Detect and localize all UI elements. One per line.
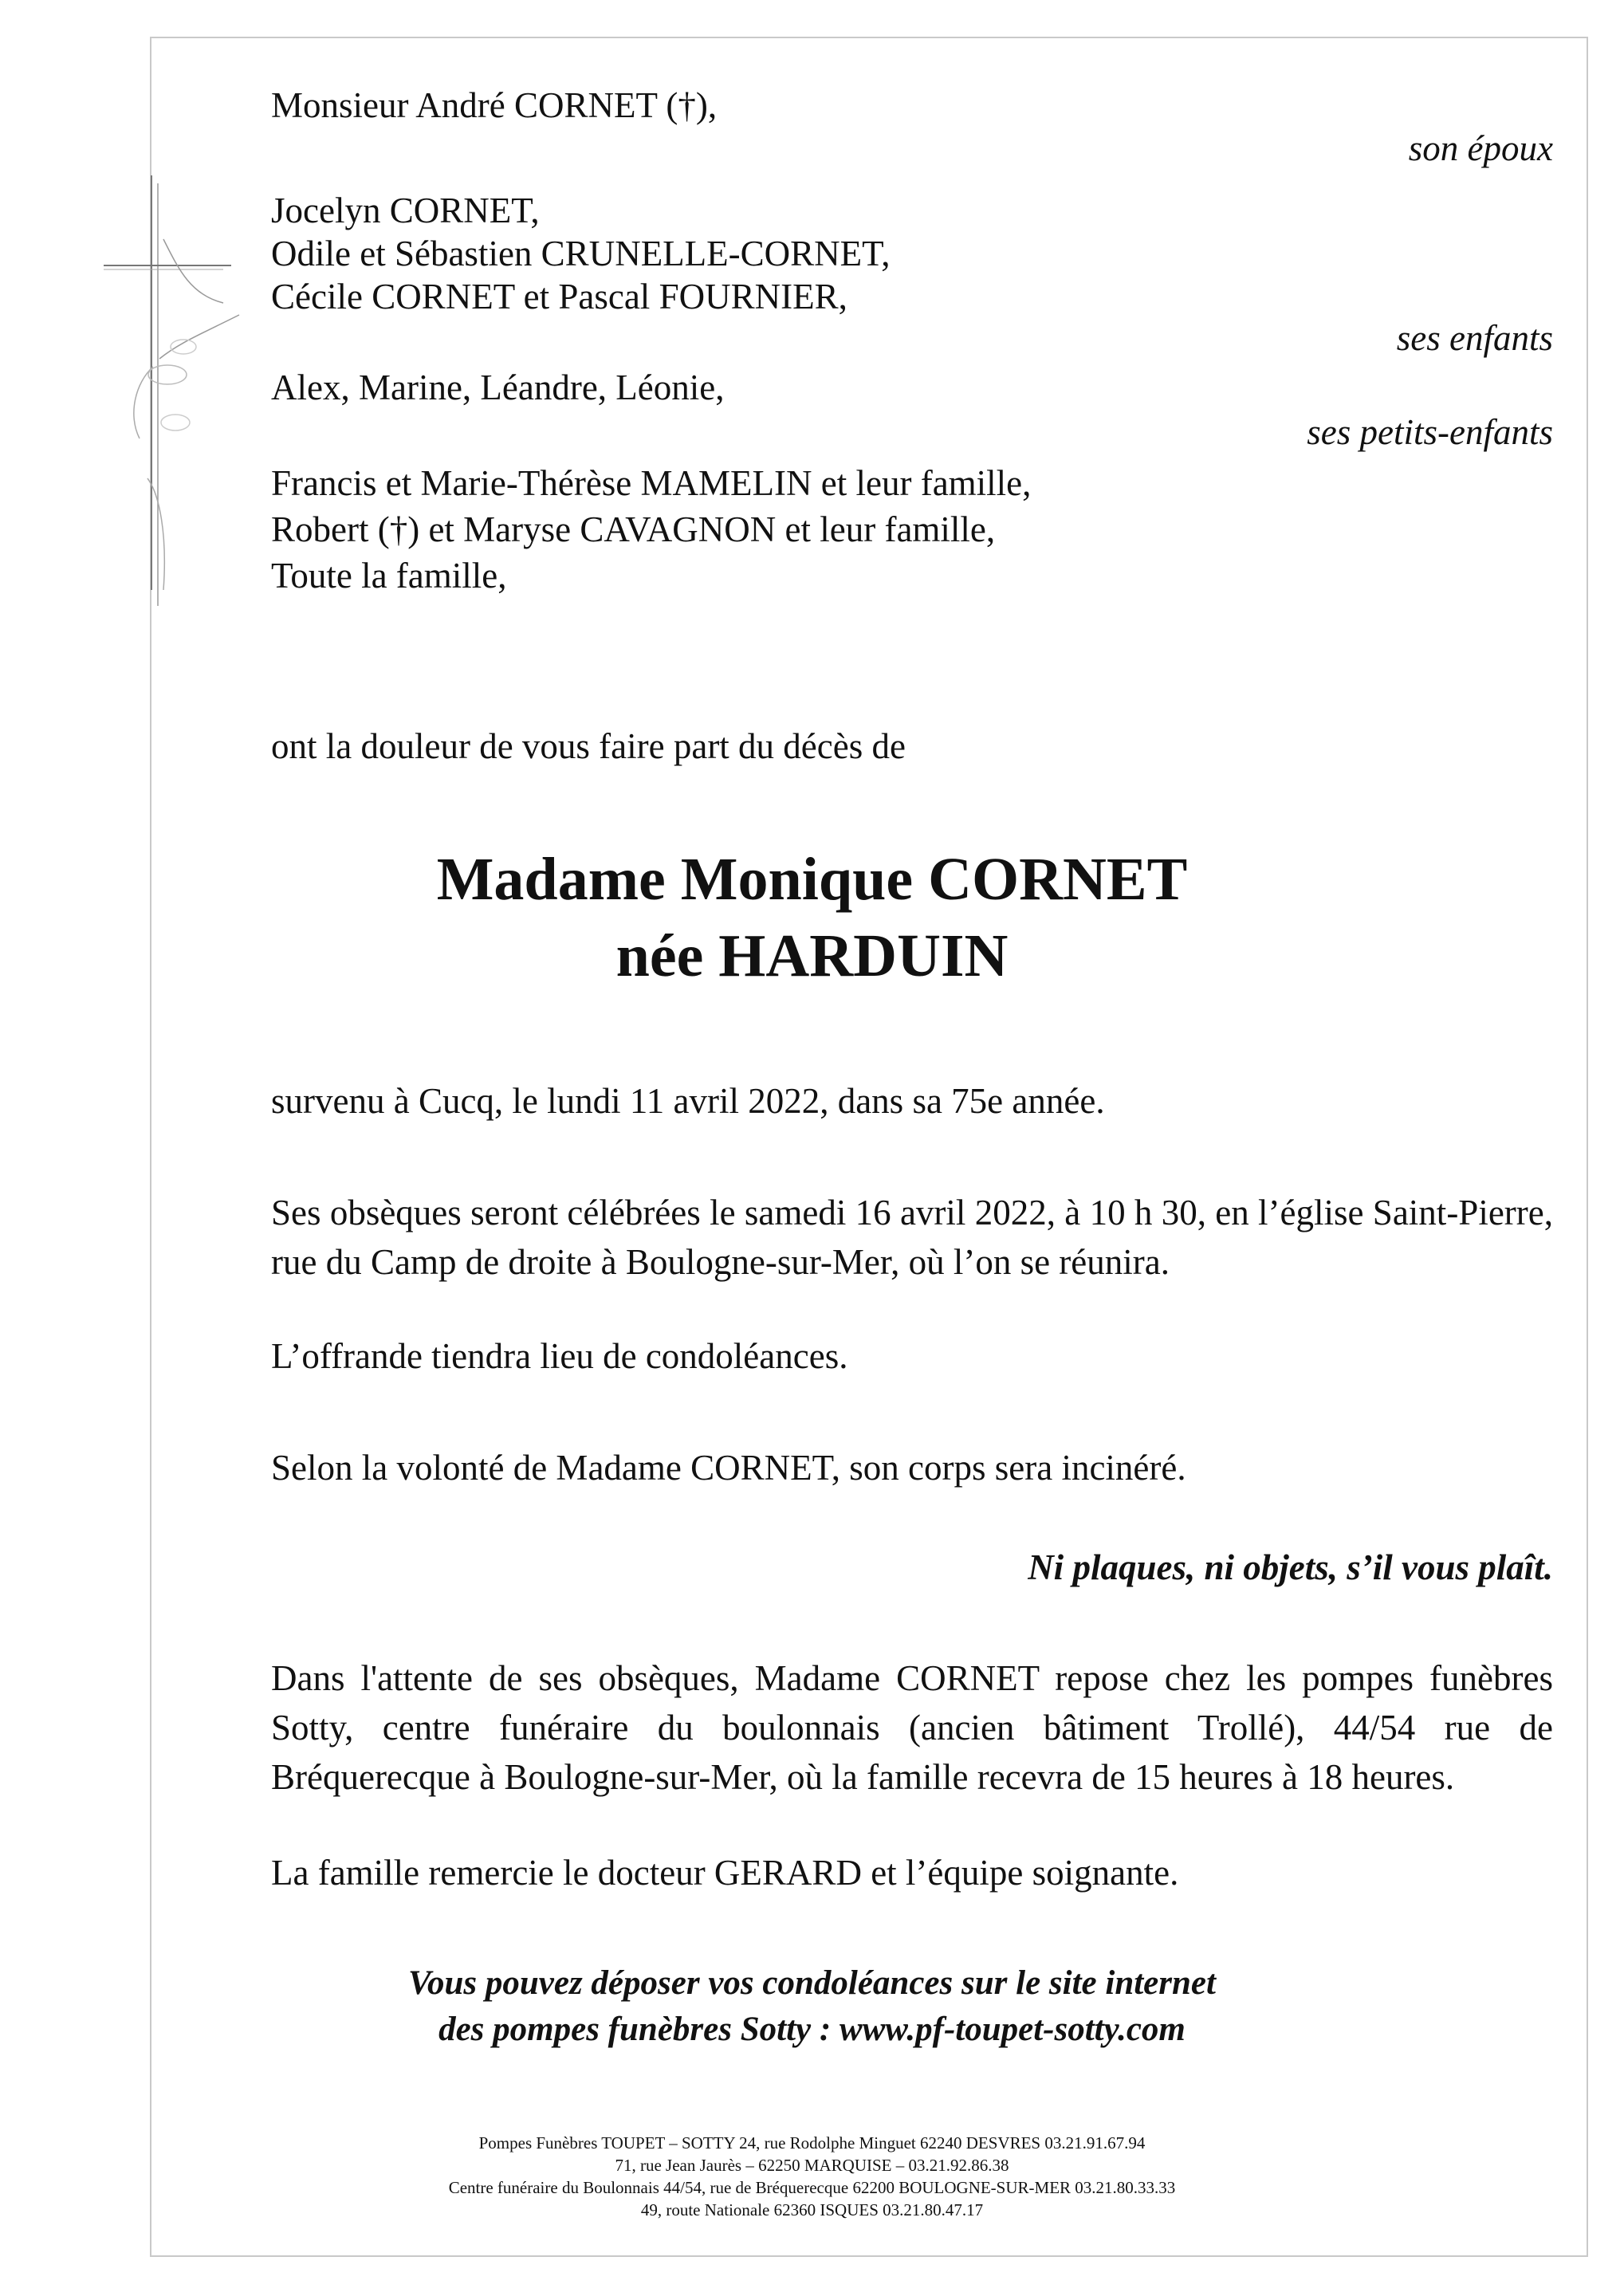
grandchildren-relation: ses petits-enfants: [1307, 412, 1553, 452]
children-relation: ses enfants: [1396, 318, 1553, 358]
website-line-2: des pompes funèbres Sotty : www.pf-toupet-sotty.com: [438, 2011, 1186, 2048]
thanks-message: La famille remercie le docteur GERARD et l’équipe soignante.: [271, 1853, 1179, 1893]
husband-relation: son époux: [1408, 128, 1553, 168]
footer-line-1: Pompes Funèbres TOUPET – SOTTY 24, rue Rodolphe Minguet 62240 DESVRES 03.21.91.67.94: [478, 2133, 1146, 2152]
husband-name: Monsieur André CORNET (†),: [271, 85, 718, 125]
child-2: Odile et Sébastien CRUNELLE-CORNET,: [271, 234, 891, 273]
other-family-2: Robert (†) et Maryse CAVAGNON et leur famille,: [271, 509, 996, 549]
no-flowers-notice: Ni plaques, ni objets, s’il vous plaît.: [1028, 1547, 1553, 1587]
website-line-1: Vous pouvez déposer vos condoléances sur le site internet: [408, 1964, 1216, 2002]
announcement-text: ont la douleur de vous faire part du décès de: [271, 726, 906, 766]
death-info: survenu à Cucq, le lundi 11 avril 2022, dans sa 75e année.: [271, 1081, 1105, 1121]
other-family-3: Toute la famille,: [271, 556, 507, 596]
resting-place-details: Dans l'attente de ses obsèques, Madame CORNET repose chez les pompes funèbres Sotty, centre funéraire du boulonnais (ancien bâtiment Trollé), 44/54 rue de Bréquerecque à Boulogne-sur-Mer, où la famille recevra de 15 heures à 18 heures.: [271, 1658, 1553, 1797]
cremation-notice: Selon la volonté de Madame CORNET, son corps sera incinéré.: [271, 1448, 1186, 1488]
child-1: Jocelyn CORNET,: [271, 191, 540, 230]
deceased-name: Madame Monique CORNET: [436, 846, 1188, 913]
deceased-maiden-name: née HARDUIN: [615, 922, 1009, 989]
footer-line-3: Centre funéraire du Boulonnais 44/54, rue de Bréquerecque 62200 BOULOGNE-SUR-MER 03.21.80.33.33: [448, 2178, 1176, 2197]
child-3: Cécile CORNET et Pascal FOURNIER,: [271, 277, 847, 316]
grandchildren-names: Alex, Marine, Léandre, Léonie,: [271, 368, 725, 407]
cross-lily-icon: [104, 175, 247, 622]
offering-notice: L’offrande tiendra lieu de condoléances.: [271, 1336, 848, 1376]
other-family-1: Francis et Marie-Thérèse MAMELIN et leur famille,: [271, 463, 1032, 503]
footer-line-2: 71, rue Jean Jaurès – 62250 MARQUISE – 03.21.92.86.38: [615, 2156, 1009, 2175]
footer-line-4: 49, route Nationale 62360 ISQUES 03.21.80.47.17: [640, 2200, 984, 2219]
funeral-details: Ses obsèques seront célébrées le samedi 16 avril 2022, à 10 h 30, en l’église Saint-Pierre, rue du Camp de droite à Boulogne-sur-Mer, où l’on se réunira.: [271, 1193, 1553, 1282]
